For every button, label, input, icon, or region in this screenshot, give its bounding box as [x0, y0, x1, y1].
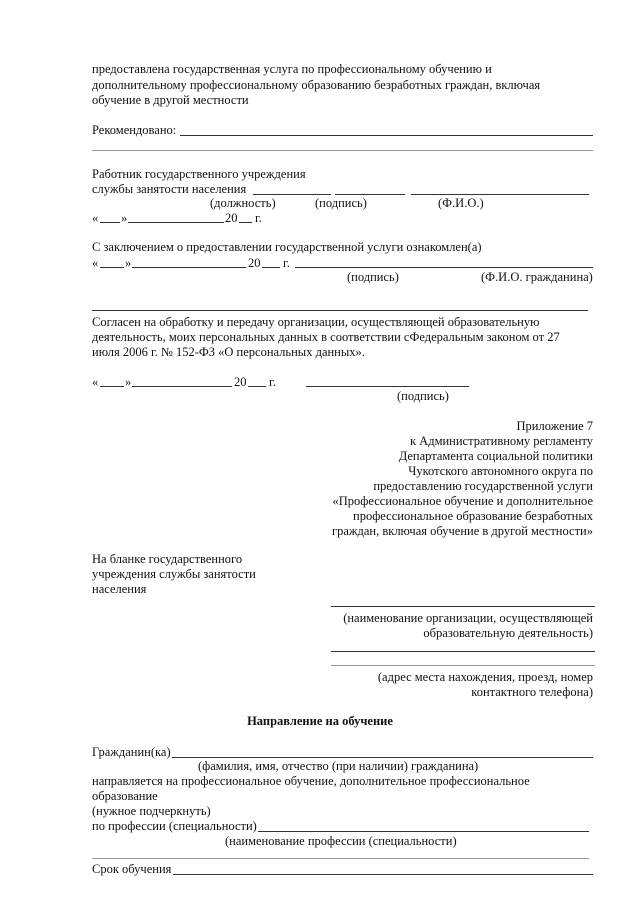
employee-line-1: Работник государственного учреждения [92, 167, 306, 181]
acquainted-signature-line[interactable] [295, 267, 593, 268]
org-caption-address-2: контактного телефона) [471, 685, 593, 699]
citizen-name-line[interactable] [172, 757, 593, 758]
acquainted-date-day-line[interactable] [100, 267, 124, 268]
acquainted-date-month-line[interactable] [132, 267, 246, 268]
recommended-line[interactable] [180, 135, 593, 136]
org-caption-address-1: (адрес места нахождения, проезд, номер [377, 670, 593, 684]
profession-label: по профессии (специальности) [92, 819, 257, 833]
underline-note: (нужное подчеркнуть) [92, 804, 211, 818]
employee-position-line[interactable] [253, 194, 331, 195]
recommended-line-2[interactable] [92, 150, 593, 151]
employee-name-line[interactable] [411, 194, 589, 195]
profession-caption: (наименование профессии (специальности) [225, 834, 457, 848]
employee-signature-line[interactable] [335, 194, 405, 195]
citizen-caption: (фамилия, имя, отчество (при наличии) гражданина) [198, 759, 479, 773]
acquainted-date-year: 20 [248, 256, 261, 270]
directed-line-2: образование [92, 789, 158, 803]
intro-line-2: дополнительному профессиональному образованию безработных граждан, включая [92, 78, 541, 92]
acquainted-text: С заключением о предоставлении государственной услуги ознакомлен(а) [92, 240, 482, 254]
acquainted-date-quote-close: » [125, 256, 132, 270]
profession-line[interactable] [258, 831, 589, 832]
employee-date-day-line[interactable] [100, 222, 120, 223]
employee-date-year: 20 [225, 211, 238, 225]
consent-date-g: г. [269, 375, 276, 389]
consent-separator-line [92, 310, 588, 311]
consent-date-month-line[interactable] [132, 386, 232, 387]
employee-line-2: службы занятости населения [92, 182, 247, 196]
org-address-line[interactable] [331, 651, 595, 652]
directed-line-1: направляется на профессиональное обучение, дополнительное профессиональное [92, 774, 530, 788]
org-name-line[interactable] [331, 606, 595, 607]
consent-date-quote-open: « [92, 375, 99, 389]
citizen-label: Гражданин(ка) [92, 745, 171, 759]
consent-date-year: 20 [234, 375, 247, 389]
acquainted-caption-name: (Ф.И.О. гражданина) [481, 270, 593, 284]
consent-line-1: Согласен на обработку и передачу организации, осуществляющей образовательную [92, 315, 540, 329]
appendix-line-8: граждан, включая обучение в другой местности» [331, 524, 593, 538]
appendix-line-4: Чукотского автономного округа по [408, 464, 593, 478]
employee-date-year-line[interactable] [239, 222, 252, 223]
intro-line-1: предоставлена государственная услуга по профессиональному обучению и [92, 62, 492, 76]
appendix-line-7: профессиональное образование безработных [353, 509, 593, 523]
acquainted-date-quote-open: « [92, 256, 99, 270]
caption-signature: (подпись) [315, 196, 367, 210]
caption-name: (Ф.И.О.) [438, 196, 484, 210]
employee-date-month-line[interactable] [128, 222, 224, 223]
consent-signature-line[interactable] [306, 386, 469, 387]
term-label: Срок обучения [92, 862, 172, 876]
consent-date-day-line[interactable] [100, 386, 124, 387]
org-caption-name-1: (наименование организации, осуществляющей [343, 611, 593, 625]
consent-caption-signature: (подпись) [397, 389, 449, 403]
caption-position: (должность) [210, 196, 276, 210]
appendix-line-5: предоставлению государственной услуги [373, 479, 593, 493]
appendix-line-6: «Профессиональное обучение и дополнительное [332, 494, 593, 508]
profession-line-2[interactable] [92, 858, 589, 859]
letterhead-line-3: населения [92, 582, 147, 596]
referral-title: Направление на обучение [247, 714, 393, 728]
employee-date-quote-close: » [121, 211, 128, 225]
consent-line-2: деятельность, моих персональных данных в соответствии сФедеральным законом от 27 [92, 330, 560, 344]
employee-date-quote-open: « [92, 211, 99, 225]
consent-line-3: июля 2006 г. № 152-ФЗ «О персональных данных». [92, 345, 365, 359]
letterhead-line-2: учреждения службы занятости [92, 567, 256, 581]
recommended-label: Рекомендовано: [92, 123, 177, 137]
org-caption-name-2: образовательную деятельность) [423, 626, 593, 640]
acquainted-date-year-line[interactable] [262, 267, 280, 268]
consent-date-year-line[interactable] [248, 386, 266, 387]
consent-date-quote-close: » [125, 375, 132, 389]
acquainted-caption-signature: (подпись) [347, 270, 399, 284]
employee-date-g: г. [255, 211, 262, 225]
intro-line-3: обучение в другой местности [92, 93, 249, 107]
appendix-line-3: Департамента социальной политики [398, 449, 593, 463]
acquainted-date-g: г. [283, 256, 290, 270]
appendix-line-1: Приложение 7 [516, 419, 593, 433]
letterhead-line-1: На бланке государственного [92, 552, 243, 566]
term-line[interactable] [173, 874, 593, 875]
org-address-line-2[interactable] [331, 665, 595, 666]
appendix-line-2: к Административному регламенту [409, 434, 593, 448]
